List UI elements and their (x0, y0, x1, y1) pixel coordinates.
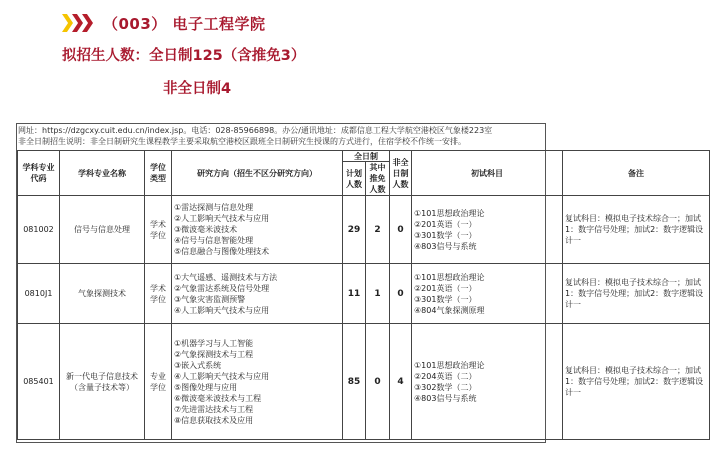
remark: 复试科目：模拟电子技术综合一；加试1：数字信号处理；加试2：数字逻辑设计一 (563, 324, 710, 440)
exempt-count: 0 (366, 324, 390, 440)
enroll-total: 拟招生人数：全日制125（含推免3） (62, 48, 306, 64)
direction-item: ③气象灾害监测预警 (174, 294, 246, 304)
direction-item: ⑤信息融合与图像处理技术 (174, 247, 270, 256)
direction-item: ④人工影响天气技术与应用 (174, 371, 270, 381)
exam-subjects (412, 264, 563, 324)
exam-item: ①101思想政治理论 (414, 208, 485, 218)
research-directions (172, 196, 343, 264)
enrollment-table (17, 150, 710, 440)
exam-item: ④803信号与系统 (414, 241, 477, 251)
direction-item: ①雷达探测与信息处理 (174, 203, 254, 212)
header-code: 学科专业代码 (18, 151, 60, 196)
exam-item: ①101思想政治理论 (414, 360, 485, 370)
direction-item: ⑥微波毫米波技术与工程 (174, 393, 262, 403)
remark: 复试科目：模拟电子技术综合一；加试1：数字信号处理；加试2：数字逻辑设计一 (563, 196, 710, 264)
exam-item: ②201英语（一） (414, 283, 477, 293)
exam-subjects (412, 324, 563, 440)
parttime-count: 4 (390, 324, 412, 440)
research-directions (172, 324, 343, 440)
parttime-note: 非全日制招生说明：非全日制研究生课程教学主要采取航空港校区跟班全日制研究生授课的方式进行，住宿学校不作统一安排。 (18, 137, 466, 146)
direction-item: ⑤图像处理与应用 (174, 382, 238, 392)
remark: 复试科目：模拟电子技术综合一；加试1：数字信号处理；加试2：数字逻辑设计一 (563, 264, 710, 324)
major-code: 081002 (18, 196, 60, 264)
direction-item: ⑦先进雷达技术与工程 (174, 404, 254, 414)
header-exempt: 其中推免人数 (366, 162, 390, 196)
direction-item: ②气象雷达系统及信号处理 (174, 283, 270, 293)
header-exam: 初试科目 (412, 151, 563, 196)
direction-item: ②气象探测技术与工程 (174, 349, 254, 359)
direction-item: ④信号与信息智能处理 (174, 236, 254, 245)
exam-item: ①101思想政治理论 (414, 272, 485, 282)
exam-item: ②204英语（二） (414, 371, 477, 381)
header-fulltime: 全日制 (343, 151, 390, 162)
header-type: 学位类型 (145, 151, 172, 196)
exam-item: ④803信号与系统 (414, 393, 477, 403)
degree-type: 学术学位 (145, 196, 172, 264)
plan-count: 11 (343, 264, 366, 324)
section-header (62, 10, 266, 36)
header-remark: 备注 (563, 151, 710, 196)
enroll-parttime: 非全日制4 (163, 81, 232, 97)
header-parttime: 非全日制人数 (390, 151, 412, 196)
major-name: 新一代电子信息技术（含量子技术等） (60, 324, 145, 440)
plan-count: 85 (343, 324, 366, 440)
chevron-red-icon (82, 14, 93, 32)
exam-subjects (412, 196, 563, 264)
direction-item: ①机器学习与人工智能 (174, 338, 254, 348)
website-line: 网址：https://dzgcxy.cuit.edu.cn/index.jsp。电话：028-85966898。办公/通讯地址：成都信息工程大学航空港校区气象楼223室 (18, 126, 493, 135)
exam-item: ③302数学（二） (414, 382, 477, 392)
exam-item: ②201英语（一） (414, 219, 477, 229)
major-name: 气象探测技术 (60, 264, 145, 324)
direction-item: ②人工影响天气技术与应用 (174, 214, 270, 223)
direction-item: ③嵌入式系统 (174, 360, 222, 370)
degree-type: 专业学位 (145, 324, 172, 440)
direction-item: ④人工影响天气技术与应用 (174, 305, 270, 315)
major-code: 085401 (18, 324, 60, 440)
exempt-count: 2 (366, 196, 390, 264)
parttime-count: 0 (390, 196, 412, 264)
exam-item: ④804气象探测原理 (414, 305, 485, 315)
header-name: 学科专业名称 (60, 151, 145, 196)
chevron-red-icon (72, 14, 83, 32)
table-row (18, 324, 710, 440)
plan-count: 29 (343, 196, 366, 264)
header-plan: 计划人数 (343, 162, 366, 196)
parttime-count: 0 (390, 264, 412, 324)
major-code: 0810J1 (18, 264, 60, 324)
exam-item: ③301数学（一） (414, 230, 477, 240)
exam-item: ③301数学（一） (414, 294, 477, 304)
table-row (18, 264, 710, 324)
major-name: 信号与信息处理 (60, 196, 145, 264)
table-row (18, 196, 710, 264)
college-title: （003） 电子工程学院 (103, 14, 266, 33)
direction-item: ⑧信息获取技术及应用 (174, 415, 254, 425)
chevron-yellow-icon (62, 14, 73, 32)
header-direction: 研究方向（招生不区分研究方向） (172, 151, 343, 196)
research-directions (172, 264, 343, 324)
direction-item: ①大气遥感、遥测技术与方法 (174, 272, 278, 282)
degree-type: 学术学位 (145, 264, 172, 324)
exempt-count: 1 (366, 264, 390, 324)
direction-item: ③微波毫米波技术 (174, 225, 238, 234)
